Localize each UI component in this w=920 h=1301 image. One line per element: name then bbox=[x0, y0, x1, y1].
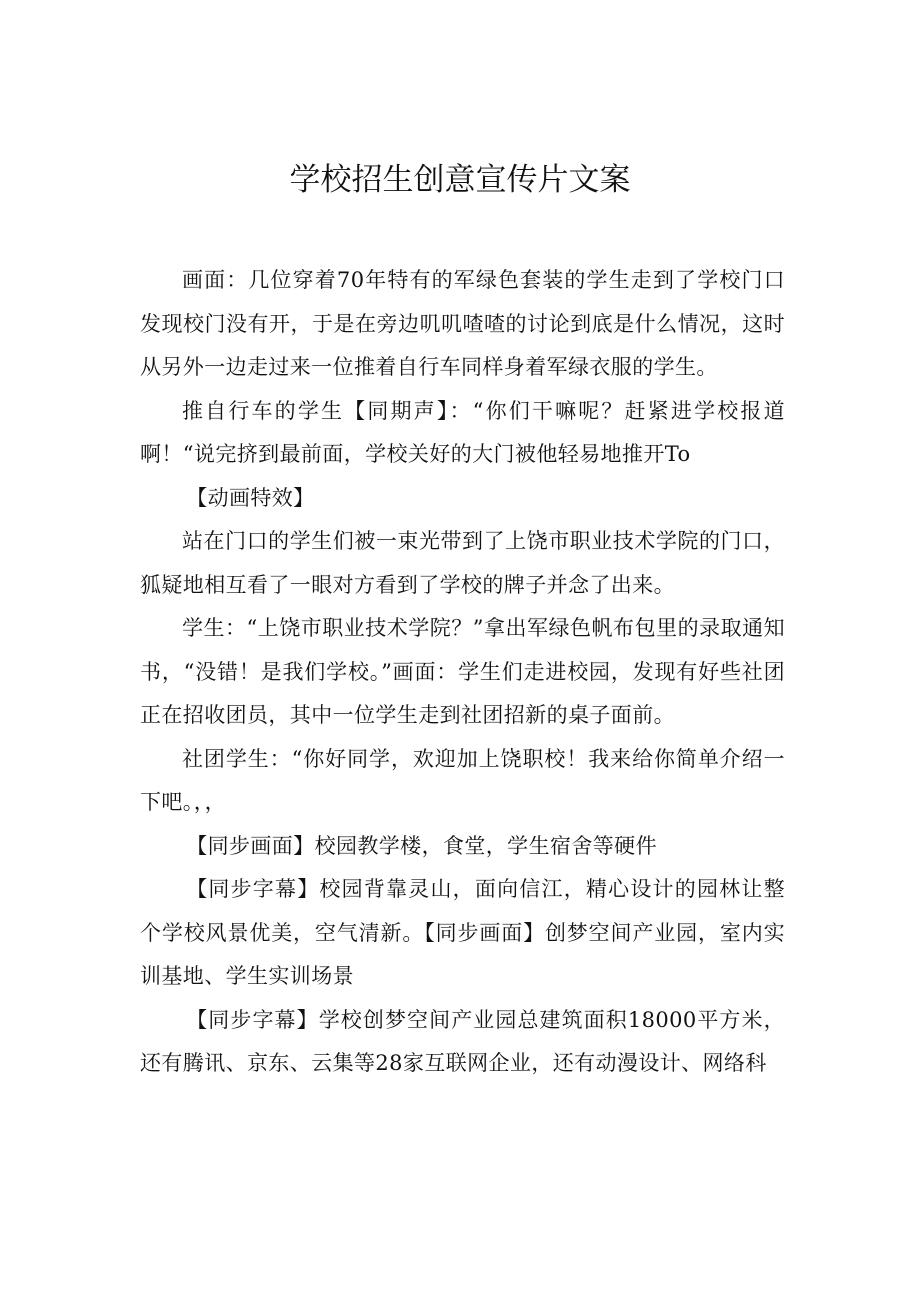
paragraph: 学生：“上饶市职业技术学院？”拿出军绿色帆布包里的录取通知书，“没错！是我们学校。”画面：学生们走进校园，发现有好些社团正在招收团员，其中一位学生走到社团招新的桌子面前。 bbox=[140, 616, 785, 727]
paragraph: 【同步画面】校园教学楼，食堂，学生宿舍等硬件 bbox=[186, 833, 657, 858]
paragraph: 【同步字幕】校园背靠灵山，面向信江，精心设计的园林让整个学校风景优美，空气清新。【同步画面】创梦空间产业园，室内实训基地、学生实训场景 bbox=[140, 877, 785, 988]
paragraph: 【同步字幕】学校创梦空间产业园总建筑面积18000平方米，还有腾讯、京东、云集等28家互联网企业，还有动漫设计、网络科 bbox=[140, 1007, 785, 1075]
section-heading: 【动画特效】 bbox=[186, 485, 315, 510]
document-title: 学校招生创意宣传片文案 bbox=[289, 162, 631, 198]
paragraph: 画面：几位穿着70年特有的军绿色套装的学生走到了学校门口发现校门没有开，于是在旁边叽叽喳喳的讨论到底是什么情况，这时从另外一边走过来一位推着自行车同样身着军绿衣服的学生。 bbox=[140, 268, 785, 379]
paragraph: 站在门口的学生们被一束光带到了上饶市职业技术学院的门口，狐疑地相互看了一眼对方看到了学校的牌子并念了出来。 bbox=[140, 529, 785, 597]
paragraph: 推自行车的学生【同期声】：“你们干嘛呢？赶紧进学校报道啊！“说完挤到最前面，学校关好的大门被他轻易地推开To bbox=[140, 398, 785, 466]
paragraph: 社团学生：“你好同学，欢迎加上饶职校！我来给你简单介绍一下吧。，， bbox=[140, 746, 785, 814]
document-body bbox=[140, 259, 785, 1086]
